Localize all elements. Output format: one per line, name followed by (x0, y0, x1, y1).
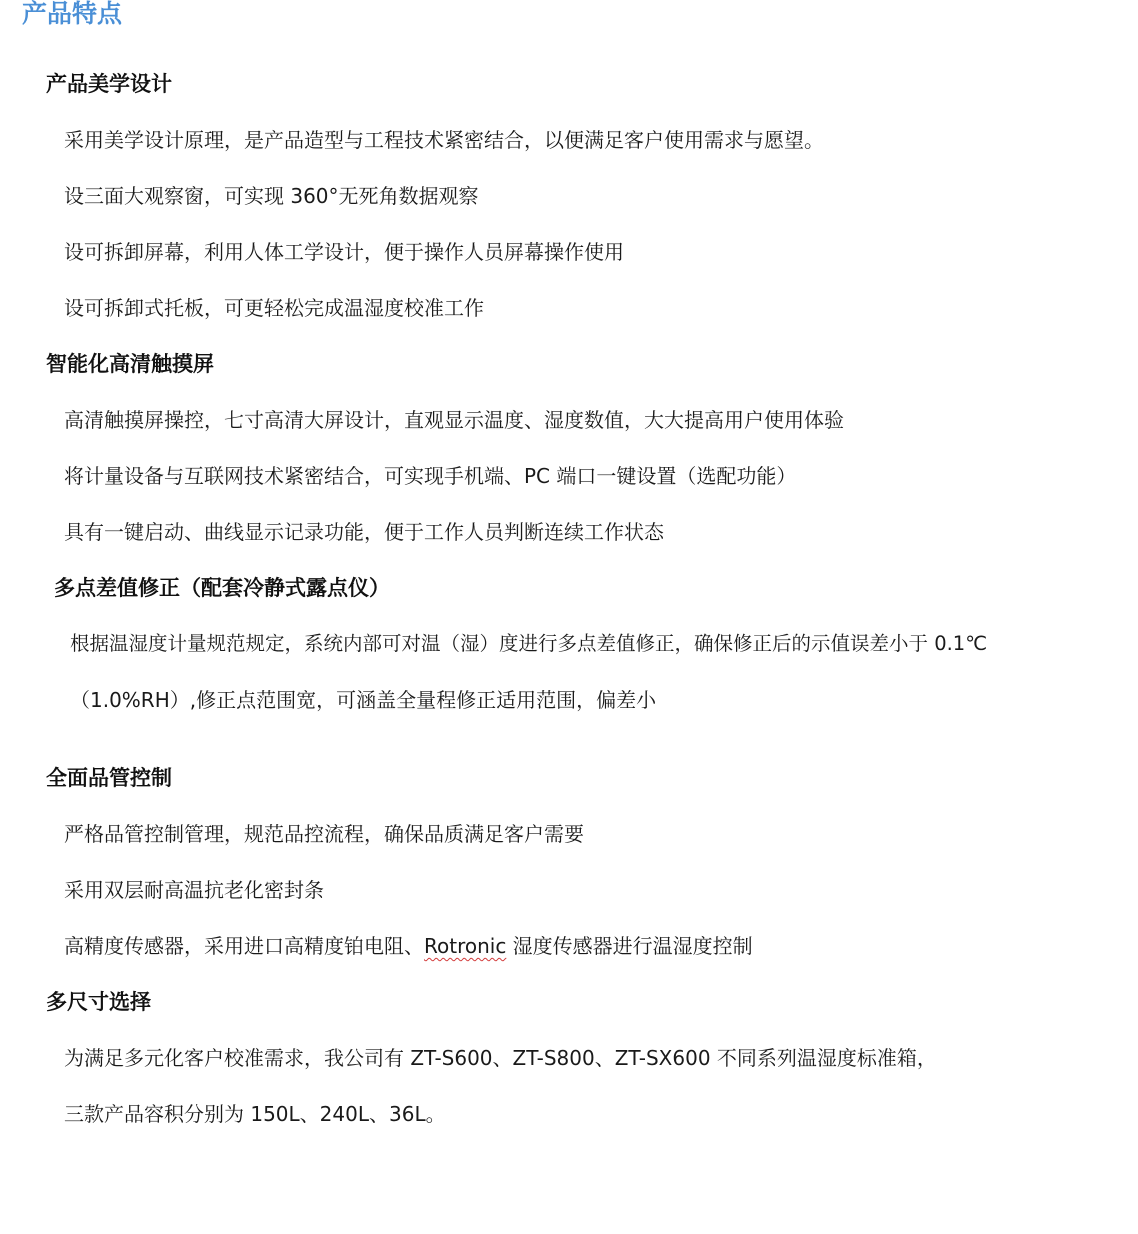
sensor-line-suffix: 湿度传感器进行温湿度控制 (506, 934, 753, 958)
sensor-line-prefix: 高精度传感器，采用进口高精度铂电阻、 (64, 934, 424, 958)
section-heading-multi-size: 多尺寸选择 (46, 990, 151, 1014)
feature-line: 设可拆卸屏幕，利用人体工学设计，便于操作人员屏幕操作使用 (64, 240, 624, 264)
feature-line: 具有一键启动、曲线显示记录功能，便于工作人员判断连续工作状态 (64, 520, 664, 544)
feature-line: 采用双层耐高温抗老化密封条 (64, 878, 324, 902)
feature-line: 三款产品容积分别为 150L、240L、36L。 (64, 1102, 446, 1126)
section-heading-multipoint-correction: 多点差值修正（配套冷静式露点仪） (54, 576, 390, 600)
section-heading-quality-control: 全面品管控制 (46, 766, 172, 790)
feature-line: 采用美学设计原理，是产品造型与工程技术紧密结合，以便满足客户使用需求与愿望。 (64, 128, 824, 152)
feature-line-sensor (64, 932, 753, 960)
feature-line: 为满足多元化客户校准需求，我公司有 ZT-S600、ZT-S800、ZT-SX600 不同系列温湿度标准箱， (64, 1046, 937, 1070)
feature-line: 设可拆卸式托板，可更轻松完成温湿度校准工作 (64, 296, 484, 320)
feature-line: 设三面大观察窗，可实现 360°无死角数据观察 (64, 184, 479, 208)
feature-line: 高清触摸屏操控，七寸高清大屏设计，直观显示温度、湿度数值，大大提高用户使用体验 (64, 408, 844, 432)
section-heading-touchscreen: 智能化高清触摸屏 (46, 352, 214, 376)
feature-line: 根据温湿度计量规范规定，系统内部可对温（湿）度进行多点差值修正，确保修正后的示值误差小于 0.1℃ (70, 632, 988, 655)
feature-line: 将计量设备与互联网技术紧密结合，可实现手机端、PC 端口一键设置（选配功能） (64, 464, 797, 488)
feature-line: （1.0%RH）,修正点范围宽，可涵盖全量程修正适用范围，偏差小 (70, 688, 657, 712)
page-title: 产品特点 (22, 0, 123, 28)
spellcheck-word-rotronic[interactable]: Rotronic (424, 934, 507, 958)
feature-line: 严格品管控制管理，规范品控流程，确保品质满足客户需要 (64, 822, 584, 846)
section-heading-aesthetic-design: 产品美学设计 (46, 72, 172, 96)
